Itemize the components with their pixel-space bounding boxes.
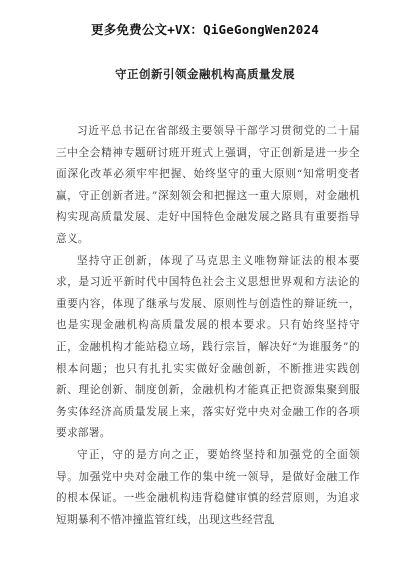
document-body — [56, 121, 360, 531]
paragraph-2: 坚持守正创新，体现了马克思主义唯物辩证法的根本要求，是习近平新时代中国特色社会主义思想世界观和方法论的重要内容，体现了继承与发展、原则性与创造性的辩证统一，也是实现金融机构高质量发展的根本要求。只有始终坚持守正，金融机构才能站稳立场，践行宗旨，解决好“为谁服务”的根本问题；也只有扎扎实实做好金融创新，不断推进实践创新、理论创新、制度创新，金融机构才能真正把资源集聚到服务实体经济高质量发展上来，落实好党中央对金融工作的各项要求部署。 — [56, 254, 360, 440]
document-title: 守正创新引领金融机构高质量发展 — [115, 67, 295, 81]
paragraph-1: 习近平总书记在省部级主要领导干部学习贯彻党的二十届三中全会精神专题研讨班开班式上强调，守正创新是进一步全面深化改革必须牢牢把握、始终坚守的重大原则“知常明变者赢，守正创新者进。”深刻领会和把握这一重大原则，对金融机构实现高质量发展、走好中国特色金融发展之路具有重要指导意义。 — [56, 125, 360, 245]
promo-banner: 更多免费公文+VX：QiGeGongWen2024 — [91, 22, 319, 37]
paragraph-3: 守正，守的是方向之正，要始终坚持和加强党的全面领导。加强党中央对金融工作的集中统一领导，是做好金融工作的根本保证。一些金融机构违背稳健审慎的经营原则，为追求短期暴利不惜冲撞监管红线，出现这些经营乱 — [56, 448, 360, 526]
